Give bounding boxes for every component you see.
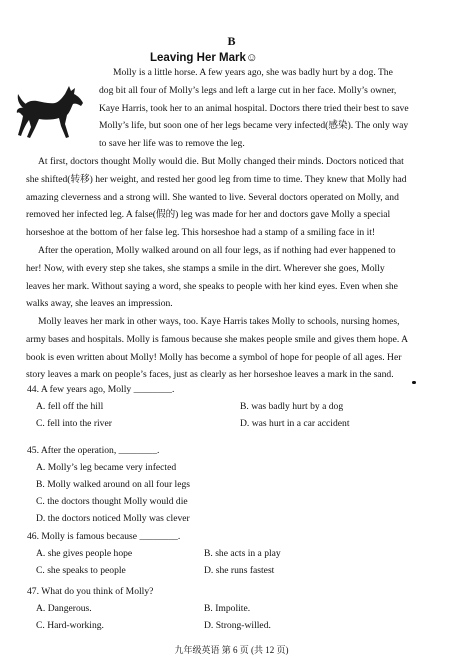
question-47 xyxy=(27,583,447,634)
option-d[interactable]: D. was hurt in a car accident xyxy=(240,418,350,429)
passage-title: Leaving Her Mark☺ xyxy=(150,52,258,64)
option-a[interactable]: A. Molly’s leg became very infected xyxy=(36,462,177,473)
paragraph-2-line: removed her infected leg. A false(假的) leg was made for her and doctors gave Molly a special xyxy=(26,209,391,221)
paragraph-2 xyxy=(26,153,440,242)
option-a[interactable]: A. she gives people hope xyxy=(36,548,133,559)
option-a[interactable]: A. Dangerous. xyxy=(36,603,92,614)
question-stem: 47. What do you think of Molly? xyxy=(27,586,154,597)
paragraph-3-line: walks away, she leaves an impression. xyxy=(26,298,173,310)
paragraph-3-line: After the operation, Molly walked around on all four legs, as if nothing had ever happened to xyxy=(38,245,396,256)
paragraph-1-line: Kaye Harris, took her to an animal hospital. Doctors there tried their best to save xyxy=(99,102,409,114)
paragraph-1-line: dog bit all four of Molly’s legs and left a large cut in her face. Molly’s owner, xyxy=(99,84,397,96)
option-c[interactable]: C. Hard-working. xyxy=(36,620,104,631)
paragraph-4 xyxy=(26,313,440,384)
paragraph-2-line: she shifted(转移) her weight, and rested her good leg from time to time. They knew that Molly had xyxy=(26,173,407,185)
paragraph-4-line: army bases and hospitals. Molly is famous because she makes people smile and gives them hope. A xyxy=(26,333,409,345)
paragraph-1 xyxy=(99,64,440,153)
option-c[interactable]: C. the doctors thought Molly would die xyxy=(36,496,188,507)
question-stem: 46. Molly is famous because ________. xyxy=(27,531,181,542)
paragraph-1-line: Molly’s life, but soon one of her legs became very infected(感染). The only way xyxy=(99,120,409,132)
option-d[interactable]: D. Strong-willed. xyxy=(204,620,271,631)
paragraph-2-line: horseshoe at the bottom of her false leg. This horseshoe had a stamp of a smiling face in it! xyxy=(26,227,376,239)
paragraph-1-line: to save her life was to remove the leg. xyxy=(99,138,245,150)
page-footer: 九年级英语 第 6 页 (共 12 页) xyxy=(174,645,289,655)
paragraph-3-line: leaves her mark. Without saying a word, she speaks to people with her kind eyes. Even when she xyxy=(26,280,398,292)
question-stem: 44. A few years ago, Molly ________. xyxy=(27,384,175,395)
section-letter: B xyxy=(227,34,236,48)
paragraph-2-line: At first, doctors thought Molly would die. But Molly changed their minds. Doctors noticed that xyxy=(38,156,404,167)
paragraph-4-line: Molly leaves her mark in other ways, too. Kaye Harris takes Molly to schools, nursing homes, xyxy=(38,316,400,327)
question-46 xyxy=(27,528,447,579)
option-c[interactable]: C. fell into the river xyxy=(36,418,112,429)
option-d[interactable]: D. she runs fastest xyxy=(204,565,275,576)
paragraph-1-line: Molly is a little horse. A few years ago, she was badly hurt by a dog. The xyxy=(113,67,393,78)
horse-illustration xyxy=(15,82,88,144)
option-d[interactable]: D. the doctors noticed Molly was clever xyxy=(36,513,190,524)
paragraph-3 xyxy=(26,242,440,313)
paragraph-2-line: amazing cleverness and a strong will. She wanted to live. Several doctors operated on Molly, and xyxy=(26,191,399,203)
paragraph-3-line: her! Now, with every step she takes, she stamps a smile in the dirt. Wherever she goes, Molly xyxy=(26,262,385,274)
option-b[interactable]: B. she acts in a play xyxy=(204,548,281,559)
option-b[interactable]: B. Impolite. xyxy=(204,603,251,614)
option-b[interactable]: B. was badly hurt by a dog xyxy=(240,401,344,412)
option-a[interactable]: A. fell off the hill xyxy=(36,401,104,412)
option-b[interactable]: B. Molly walked around on all four legs xyxy=(36,479,191,490)
paragraph-4-line: story leaves a mark on people’s faces, just as clearly as her horseshoe leaves a mark in the sand. xyxy=(26,369,394,381)
paragraph-4-line: book is even written about Molly! Molly has become a symbol of hope for people of all ages. Her xyxy=(26,351,402,363)
question-44 xyxy=(27,381,447,432)
question-45 xyxy=(27,442,447,527)
option-c[interactable]: C. she speaks to people xyxy=(36,565,126,576)
question-stem: 45. After the operation, ________. xyxy=(27,445,160,456)
